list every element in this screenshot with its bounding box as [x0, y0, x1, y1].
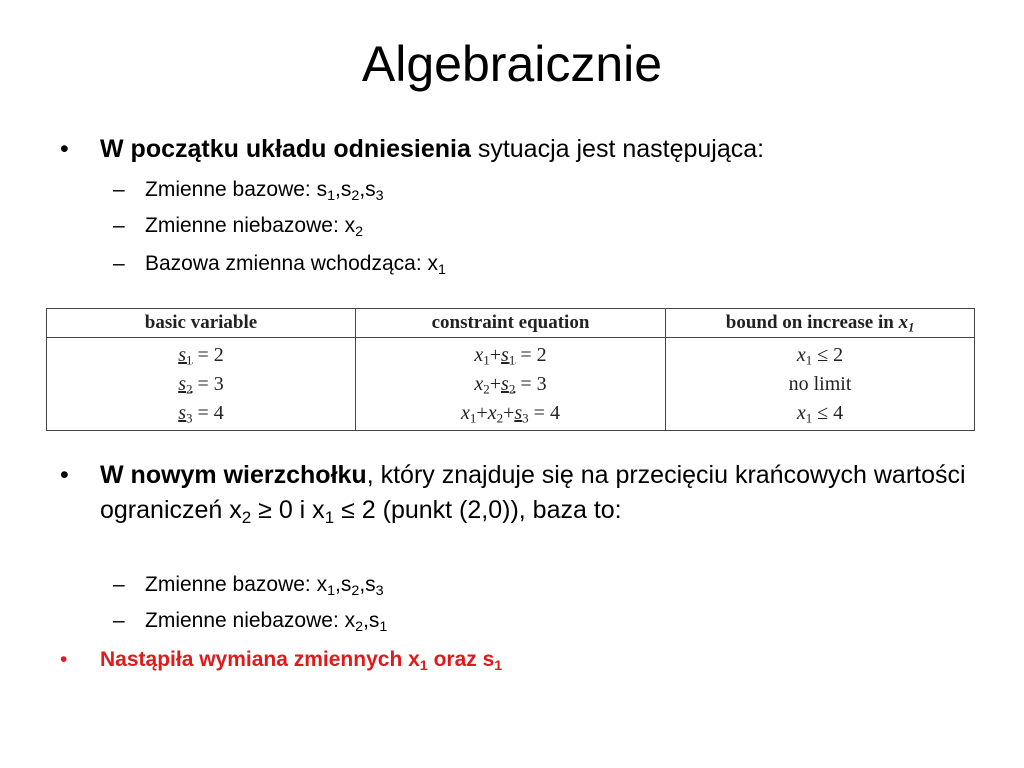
header-bound-text: bound on increase in: [725, 312, 899, 333]
math-variable: $x_1$: [796, 344, 813, 368]
math-variable: $s_2$: [501, 373, 516, 397]
math-variable: $x_2$: [474, 373, 490, 397]
bullet-new-vertex-bold: W nowym wierzchołku: [100, 461, 367, 489]
header-bound-var: $x_1$: [898, 312, 915, 335]
bullet-origin: [60, 132, 980, 167]
variable: $x_2$: [344, 609, 364, 635]
dash-marker: –: [113, 609, 125, 632]
bullet-text: , który znajduje się na przecięciu krańcowych wartości ograniczeń x: [100, 461, 966, 524]
variable: $s_2$: [340, 573, 360, 599]
bullet-origin-bold: W początku układu odniesienia: [100, 135, 471, 163]
math-variable: $x_2$: [487, 402, 504, 426]
sub-item-label: Bazowa zmienna wchodząca:: [145, 252, 428, 275]
header-bound: [666, 309, 975, 338]
math-variable: $s_1$: [178, 344, 193, 368]
variable: $s_1$: [368, 609, 388, 635]
basic-variable-entry: $s_1 = 2$: [178, 344, 224, 368]
sub-item-nonbasic-vars: [113, 211, 965, 241]
var-list: [344, 214, 364, 240]
bullet-text: ≤ 2 (punkt (2,0)), baza to:: [334, 496, 622, 524]
sub-item-label: Zmienne niebazowe:: [145, 214, 345, 237]
variable: $x_1$: [316, 573, 336, 599]
bullet-exchange: [60, 645, 980, 675]
math-variable: $s_3$: [514, 402, 529, 426]
dash-marker: –: [113, 573, 125, 596]
sub-item-label: Zmienne niebazowe:: [145, 609, 345, 632]
subscript: 2: [241, 507, 252, 527]
bullet-text: ≥ 0 i x: [251, 496, 325, 524]
variable: $s_2$: [340, 178, 360, 204]
cell-basic-variables: [47, 338, 356, 431]
header-basic-variable: basic variable: [47, 309, 356, 338]
bullet-dot: •: [60, 135, 69, 163]
dash-marker: –: [113, 178, 125, 201]
dash-marker: –: [113, 252, 125, 275]
bullet-dot: •: [60, 461, 69, 489]
math-variable: $x_1$: [461, 402, 477, 426]
variable: $s_3$: [365, 573, 384, 599]
constraint-equation-entry: $x_1+x_2+s_3 = 4$: [461, 402, 560, 426]
bullet-exchange-text: Nastąpiła wymiana zmiennych $x_1$ oraz $s_1$: [100, 648, 503, 674]
bound-entry: $x_1 \le 2$: [796, 344, 844, 368]
dash-marker: –: [113, 214, 125, 237]
subscript: 1: [324, 507, 335, 527]
math-variable: $x_1$: [474, 344, 490, 368]
sub-item-label: Zmienne bazowe:: [145, 573, 317, 596]
variable: $x_1$: [427, 252, 446, 278]
constraint-equation-entry: $x_2+s_2 = 3$: [474, 373, 547, 397]
var-list: $s_1,s_2,s_3$: [316, 178, 384, 204]
table-row: [47, 338, 975, 431]
math-variable: $s_2$: [178, 373, 193, 397]
var-list: $x_1,s_2,s_3$: [316, 573, 384, 599]
sub-item-basic-vars: [113, 175, 965, 205]
bullet-dot: •: [60, 648, 68, 671]
slide-title: Algebraicznie: [361, 36, 663, 92]
constraint-equation-entry: $x_1+s_1 = 2$: [474, 344, 547, 368]
bound-entry: $x_1 \le 4$: [796, 402, 844, 426]
math-variable: $x_1$: [796, 402, 813, 426]
bullet-origin-text: sytuacja jest następująca:: [470, 135, 765, 163]
cell-constraint-equations: [356, 338, 666, 431]
basic-variable-entry: $s_2 = 3$: [178, 373, 224, 397]
variable: $s_1$: [316, 178, 336, 204]
table-header-row: [47, 309, 975, 338]
sub-item-label: Zmienne bazowe:: [145, 178, 317, 201]
math-variable: $s_1$: [501, 344, 516, 368]
constraint-table: [46, 308, 975, 431]
sub-item-new-basic-vars: [113, 570, 965, 600]
cell-bounds: [666, 338, 975, 431]
bullet-new-vertex: [60, 458, 980, 528]
variable: $s_3$: [365, 178, 384, 204]
variable: $x_2$: [344, 214, 364, 240]
sub-item-new-nonbasic-vars: [113, 606, 965, 636]
var-list: $x_2,s_1$: [344, 609, 388, 635]
bound-entry: no limit: [788, 373, 852, 395]
basic-variable-entry: $s_3 = 4$: [178, 402, 224, 426]
math-variable: $s_3$: [178, 402, 193, 426]
header-constraint-equation: constraint equation: [356, 309, 666, 338]
var-list: [427, 252, 446, 278]
sub-item-entering-var: [113, 249, 965, 279]
